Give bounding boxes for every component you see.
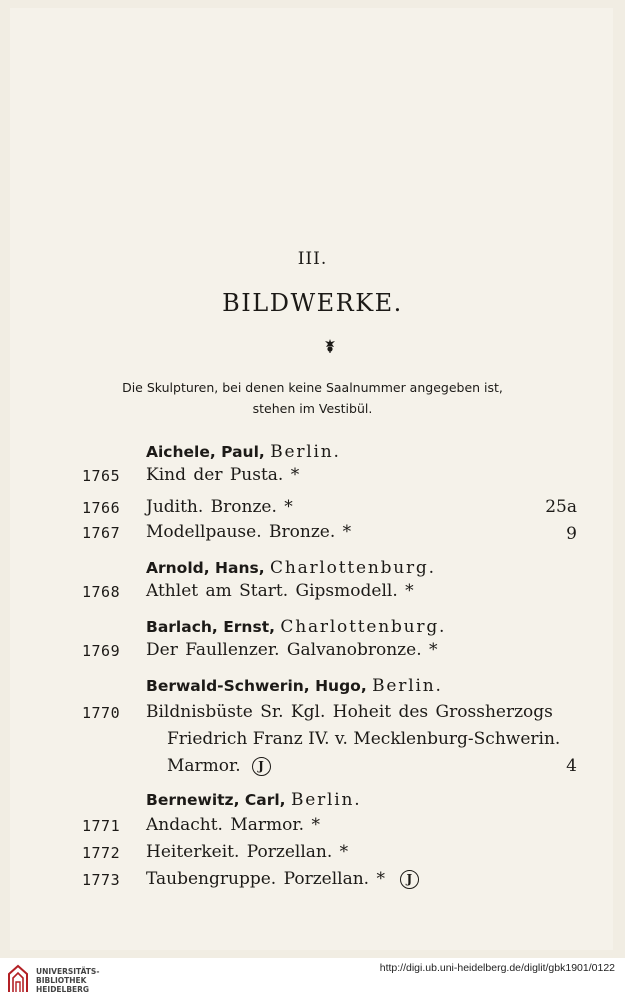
artist-heading (146, 676, 443, 696)
catalogue-number: 1771 (82, 817, 121, 835)
university-library-logo-icon[interactable] (6, 964, 30, 994)
section-title: BILDWERKE. (222, 289, 403, 317)
library-footer-bar (0, 958, 625, 1002)
artist-city: Charlottenburg. (270, 558, 436, 578)
catalogue-number: 1770 (82, 704, 121, 722)
artist-name: Bernewitz, Carl, (146, 791, 286, 809)
artist-heading (146, 558, 436, 578)
room-number: 4 (566, 756, 577, 776)
section-number: III. (297, 249, 328, 269)
work-title: Andacht. Marmor. * (146, 815, 320, 835)
artist-city: Berlin. (372, 676, 443, 696)
room-number: 25a (545, 497, 577, 517)
catalogue-number: 1767 (82, 524, 121, 542)
intro-line-2: stehen im Vestibül. (252, 401, 373, 416)
intro-line-1: Die Skulpturen, bei denen keine Saalnummer angegeben ist, (122, 380, 503, 395)
fleuron-ornament-icon (324, 339, 336, 353)
catalogue-number: 1772 (82, 844, 121, 862)
room-number: 9 (566, 524, 577, 544)
logo-line-2: BIBLIOTHEK (36, 976, 87, 985)
work-title (146, 869, 419, 889)
artist-name: Aichele, Paul, (146, 443, 265, 461)
artist-city: Berlin. (270, 442, 341, 462)
work-title: Bildnisbüste Sr. Kgl. Hoheit des Grossherzogs (146, 702, 553, 722)
artist-heading (146, 442, 341, 462)
library-logo-text (36, 967, 99, 994)
source-url-link[interactable]: http://digi.ub.uni-heidelberg.de/diglit/gbk1901/0122 (379, 962, 615, 974)
artist-name: Berwald-Schwerin, Hugo, (146, 677, 367, 695)
work-title: Athlet am Start. Gipsmodell. * (146, 581, 414, 601)
artist-heading (146, 617, 446, 637)
work-title: Kind der Pusta. * (146, 465, 300, 485)
work-title: Heiterkeit. Porzellan. * (146, 842, 349, 862)
artist-city: Berlin. (290, 790, 362, 810)
work-title-continuation: Friedrich Franz IV. v. Mecklenburg-Schwerin. (167, 729, 561, 749)
artist-name: Barlach, Ernst, (146, 618, 275, 636)
work-title-text: Taubengruppe. Porzellan. * (146, 869, 385, 889)
work-material: Marmor. (167, 756, 241, 776)
work-title: Modellpause. Bronze. * (146, 522, 352, 542)
artist-heading (146, 790, 361, 810)
jury-mark-icon: J (252, 757, 271, 776)
artist-city: Charlottenburg. (280, 617, 447, 637)
catalogue-number: 1765 (82, 467, 121, 485)
catalogue-number: 1769 (82, 642, 121, 660)
work-title: Judith. Bronze. * (146, 497, 293, 517)
work-title: Der Faullenzer. Galvanobronze. * (146, 640, 438, 660)
work-title-continuation (167, 756, 271, 776)
logo-line-1: UNIVERSITÄTS- (36, 967, 100, 976)
catalogue-number: 1768 (82, 583, 121, 601)
catalogue-number: 1773 (82, 871, 121, 889)
logo-line-3: HEIDELBERG (36, 985, 90, 994)
artist-name: Arnold, Hans, (146, 559, 265, 577)
catalogue-number: 1766 (82, 499, 121, 517)
jury-mark-icon: J (400, 870, 419, 889)
